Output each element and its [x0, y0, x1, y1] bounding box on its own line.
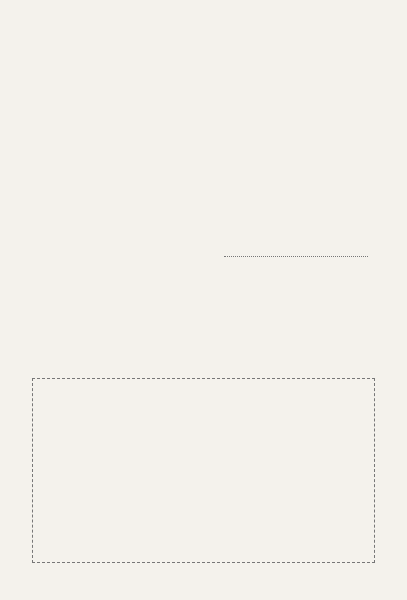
toc-entry-rare-plants [222, 256, 370, 259]
notes-box [32, 378, 375, 563]
